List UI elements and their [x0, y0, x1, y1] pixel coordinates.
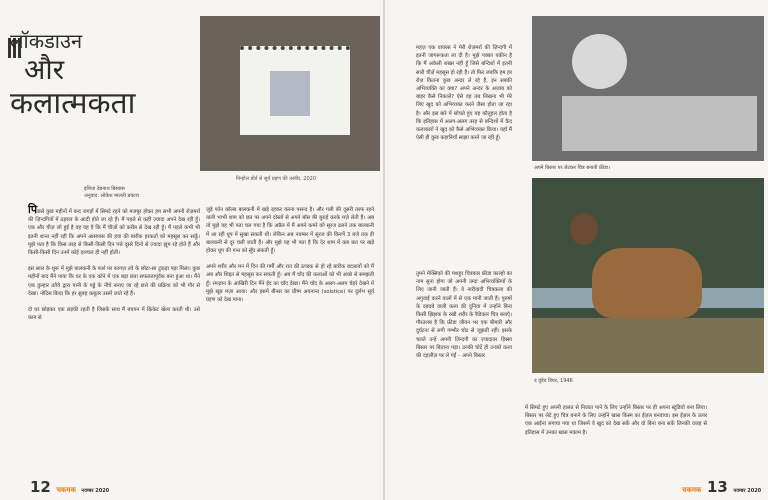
painting-ground: [532, 318, 764, 373]
paragraph-text: छले कुछ महीनों में बन्द जगहों में सिमटे रहने को मजबूर होकर हम सभी अपनी रोज़मर्रा की ज़िन्दगियों में ठहराव के आदी होते जा रहे हैं। मैं पहले से कहीं ज़्यादा अपने देख रही हूँ। एक और चीज़ जो हुई है वह यह है कि मैं चीज़ों को करीब से देख रही हूँ। मैं पहले कभी भी इतनी शान्त नहीं रही कि अपने आसपास की हवा की बारीक हरकतों को महसूस कर सकूँ। मुझे पता है कि किस तरह से किसी-किसी दिन पत्ते दूसरे दिनों से ज़्यादा झूम रहे होते हैं और किसी-किसी दिन उनमें कोई हलचल ही नहीं होती।: [28, 209, 200, 257]
folio-left: [30, 477, 109, 496]
paragraph: [28, 203, 200, 257]
page-number: 12: [30, 478, 51, 496]
issue-date: नवम्बर 2020: [81, 488, 110, 494]
deer-head: [570, 213, 598, 245]
title-line-3: कलात्मकता: [10, 86, 136, 121]
byline: [84, 186, 139, 200]
paragraph: दो घर छोड़कर एक लड़की रहती है जिसके साथ मैं बचपन में क्रिकेट खेला करती थी। उसे काम से: [28, 307, 200, 322]
paragraph: में सिमटे हुए अपनी हालत से निजात पाने के लिए उन्होंने बिस्तर पर ही अपना स्टूडियो बना लिया। बिस्तर पर लेटे हुए चित्र बनाने के लिए उन्होंने खास किस्म का ईज़ल बनवाया। इस ईज़ल के ऊपर एक आईना लगाया गया था जिसमें वे खुद को देख सकें और वो बिना बना सकें जिनकी वजह से इतिहास में उनका खास मकाम है।: [525, 405, 707, 436]
eclipse-shadow: [270, 71, 310, 116]
deer-body: [592, 248, 702, 318]
wounded-deer-painting: [532, 178, 764, 373]
magazine-brand: चकमक: [682, 486, 702, 494]
column-1: [28, 203, 200, 330]
column-5: [525, 404, 707, 445]
photo-caption-2: अपने बिस्तर पर लेटकर चित्र बनाती फ्रीडा।: [534, 165, 610, 171]
title-line-1: लॉकडाउन: [10, 29, 83, 53]
title-line-2: और: [24, 53, 65, 86]
translator-name: अनुवाद: लोकेश मालती प्रकाश: [84, 193, 139, 199]
author-name: इशिता देबनाथ बिस्वास: [84, 186, 125, 192]
column-3: [416, 44, 512, 150]
page-number: 13: [706, 478, 728, 496]
column-2: [206, 206, 374, 312]
photo-caption-3: द वूंडेड डियर, 1946: [534, 378, 573, 384]
folio-right: [682, 477, 761, 496]
paragraph: इस साल के शुरू में मुझे बालकनी के फर्श पर कागज़ तवे के छोटा-सा टुकड़ा पड़ा मिला। कुछ महीनों बाद मैंने पाया कि घर के एक कोने में एक बड़ा छता सफलतापूर्वक बना हुआ था। मैंने एक कुम्हार ततैये द्वारा पानी के गड्ढे के नीचे बनाए जा रहे छत्ते की प्रक्रिया को भी गौर से देखा। नोटिस किया कि हर सुबह कबूतर उसमें जाते रहे हैं।: [28, 266, 200, 297]
drop-cap: पि: [28, 203, 38, 216]
bed: [562, 96, 757, 151]
photo-caption-1: पिन्होल बोर्ड से सूर्य ग्रहण की तस्वीर, 2020: [236, 176, 317, 182]
pinhole-photo: [200, 16, 380, 171]
magazine-brand: चकमक: [56, 486, 76, 494]
paragraph: जुड़े फोन कॉल्स बालकनी में खड़े रहकर करना पसन्द है। और गली की दूसरी तरफ रहने वाली भाभी शाम को छत पर अपने दोस्तों से अपने बॉस की बुराई करके मज़े लेती हैं। अब तो मुझे यह भी पता चल गया है कि अप्रैल में मैं अपने कमरे को सूरज ढलने तक बालकनी में आ रही धूप में सुखा सकती थी। लेकिन अब नवम्बर में सूरज की किरणें 3 बजे तक ही बालकनी से दूर चली जाती हैं। और मुझे यह भी पता है कि देर शाम में कब छत पर खड़े होकर धूप की गन्ध को सूँघ सकती हूँ।: [206, 207, 374, 255]
column-4: [416, 270, 512, 368]
portrait-face: [572, 34, 627, 89]
issue-date: नवम्बर 2020: [733, 488, 762, 494]
paragraph: अपने शरीर और मन में दिन की गर्मी और रात की ठण्डक से हो रहे बारीक बदलावों को मैं अब और शिद्दत से महसूस कर सकती हूँ। अब मैं चाँद की कलाओं को भी अच्छे से समझती हूँ। रमज़ान के आखिरी दिन मैंने ईद का चाँद देखा। मैंने चाँद के अलग-अलग चेहरे देखने में मुझे खूब मज़ा आया। और इसमें बीनस का प्रीष्म अयनान्त (solstice) पर दुर्लभ सूर्य ग्रहण को देख पाना।: [206, 264, 374, 304]
article-title: [10, 28, 160, 122]
left-page: [0, 0, 383, 500]
paragraph: तुमने मेक्सिको की मशहूर चित्रकार फ्रीडा काल्हो का नाम सुना होगा जो अपनी उम्दा अभिव्यक्तियों के लिए जानी जाती हैं। वे नारीवादी चित्रकला की अगुवाई करने वालों में से एक मानी जाती हैं। पुरुषों के दबदबे वाली कला की दुनिया में उन्होंने बिना किसी झिझक के रखी शरीर के रैडिकल चित्र बनाएँ। गौरतलब है कि फ्रीडा जीवन भर एक बीमारी और दुर्घटना से लगी गम्भीर चोट से जूझती रहीं। इसके चलते उन्हें अपनी ज़िन्दगी का ज़्यादातर हिस्सा बिस्तर पर बिताना पड़ा। उनकी चोटें ही उनको कला की दहलीज़ पर ले गईं – अपने बिस्तर: [416, 271, 512, 360]
frida-bed-photo: [532, 16, 764, 161]
paragraph: महज़ एक वायरस ने मेरी रोज़मर्रा की ज़िन्दगी में इतनी जागरूकता ला दी है। मुझे पक्का यकीन है कि मैं अकेली शख्स नहीं हूँ जिसे बन्दिशों में इतनी सारी चीज़ें महसूस हो रही हैं। तो फिर जबकि हम हर रोज़ कितना कुछ अन्दर ले रहे हैं, इन सबकी अभिव्यक्ति का क्या? अपने अन्दर के अजाब को बाहर कैसे निकालें? ऐसे वह तब लिखना भी मेरे लिए खुद को अभिव्यक्त करने जैसा होता जा रहा है। और इस बारे में सोचते हुए यह कौतूहल होता है कि इतिहास में अलग-अलग तरह से बन्दिशों में कैद कलाकारों ने खुद को कैसे अभिव्यक्त किया। यहाँ मैं ऐसी ही कुछ कहानियाँ साझा करने जा रही हूँ।: [416, 45, 512, 142]
